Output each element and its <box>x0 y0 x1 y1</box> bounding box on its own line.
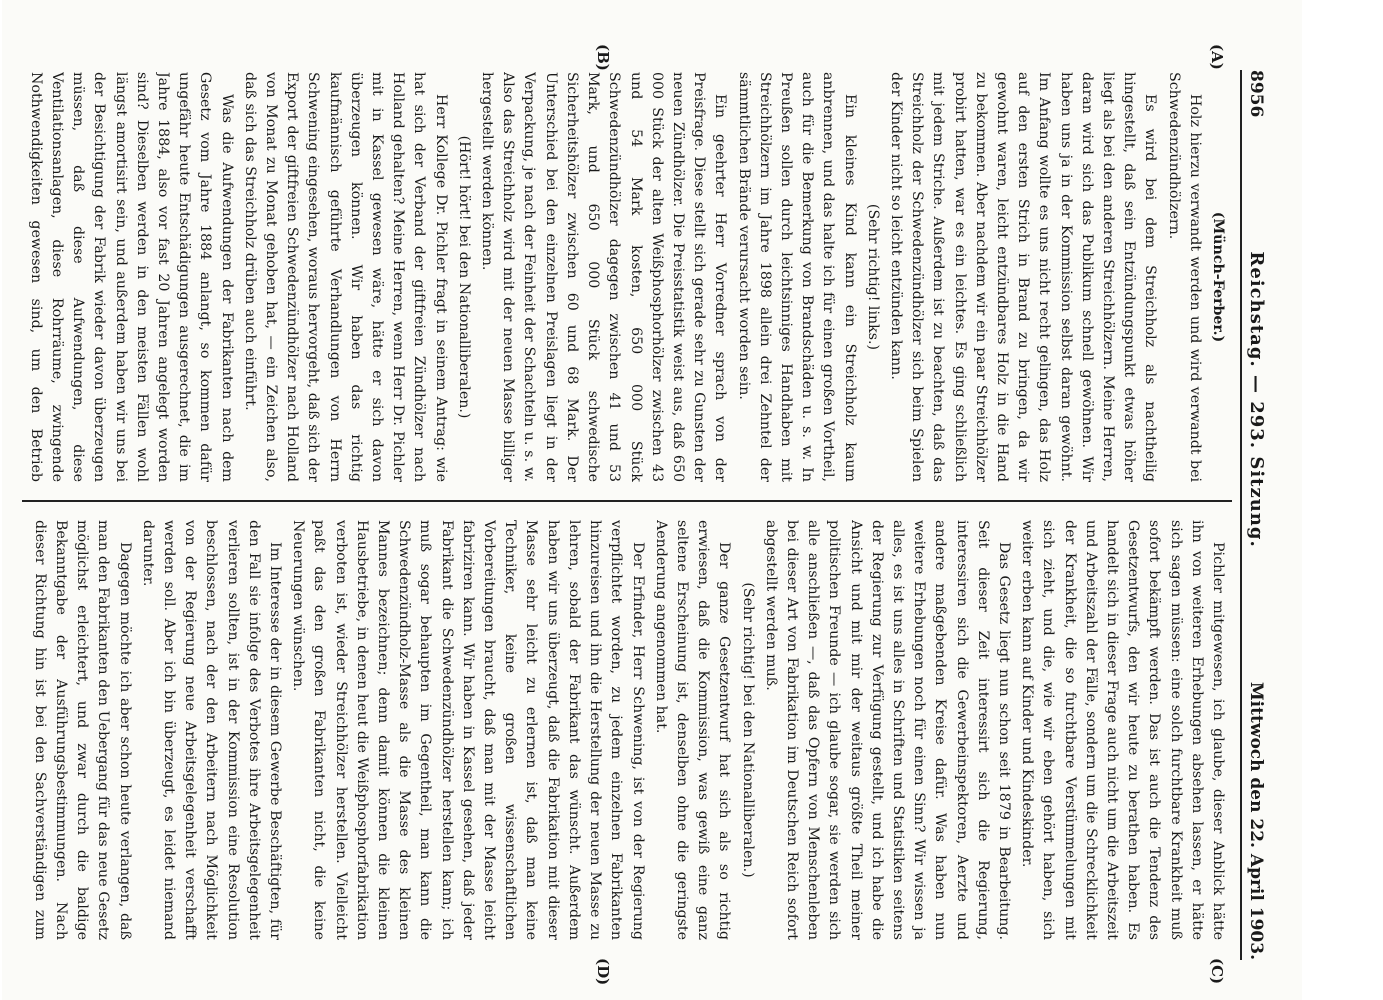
paragraph: Der Erfinder, Herr Schwening, ist von der Regierung verpflichtet worden, zu jedem einzelnen Fabrikanten hinzureisen und ihn die Herstellung der neuen Masse zu lehren, sobald der Fabrikant das wünscht. Außerdem haben wir uns überzeugt, daß die Fabrikation mit dieser Masse sehr leicht zu erlernen ist, daß man keine Techniker, keine großen wissenschaftlichen Vorbereitungen braucht, daß man mit der Masse leicht fabriziren kann. Wir haben in Kassel gesehen, daß jeder Fabrikant die Schwedenzündhölzer herstellen kann; ich muß sogar behaupten im Gegentheil, man kann die Schwedenzündholz-Masse als die Masse des kleinen Mannes bezeichnen; denn damit können die kleinen Hausbetriebe, in denen heut die Weißphosphorfabrikation verboten ist, wieder Streichhölzer herstellen. Vielleicht paßt das den großen Fabrikanten nicht, die keine Neuerungen wünschen. <box>290 520 646 940</box>
page-date: Mittwoch den 22. April 1903. <box>1246 681 1266 960</box>
paragraph: Im Interesse der in diesem Gewerbe Beschäftigten, für den Fall sie infolge des Verbotes ihre Arbeitsgelegenheit verlieren sollten, ist in der Kommission eine Resolution beschlossen, nach der den Arbeitern nach Möglichkeit von der Regierung neue Arbeitsgelegenheit verschafft werden soll. Aber ich bin überzeugt, es leidet niemand darunter. <box>139 520 284 940</box>
paragraph: Herr Kollege Dr. Pichler fragt in seinem Antrag: wie hat sich der Verband der giftfreien Zündhölzer nach Holland gehalten? Meine Herren, wenn Herr Dr. Pichler mit in Kassel gewesen wäre, hätte er sich davon überzeugen können. Wir haben das richtig kaufmännisch geführte Verhandlungen von Herrn Schwening eingesehen, woraus hervorgeht, daß sich der Export der giftfreien Schwedenzündhölzer nach Holland von Monat zu Monat gehoben hat, — ein Zeichen also, daß sich das Streichholz drüben auch einführt. <box>241 72 449 482</box>
page-number: 8956 <box>1246 70 1266 118</box>
paragraph: Pichler mitgewesen, ich glaube, dieser Anblick hätte ihn von weiteren Erhebungen absehen lassen, er hätte sich sagen müssen: eine solch furchtbare Krankheit muß sofort bekämpft werden. Das ist auch die Tendenz des Gesetzentwurfs, den wir heute zu berathen haben. Es handelt sich in dieser Frage auch nicht um die Arbeitszeit und Arbeitszahl der Fälle, sondern um die Schrecklichkeit der Krankheit, die so furchtbare Verstümmelungen mit sich zieht, und die, wie wir eben gehört haben, sich weiter erben kann auf Kinder und Kindeskinder. <box>1019 520 1226 940</box>
page-header <box>1240 70 1274 960</box>
right-text-column <box>28 520 1228 940</box>
interjection: (Sehr richtig! bei den Nationalliberalen.) <box>739 582 756 878</box>
paragraph: Dagegen möchte ich aber schon heute verlangen, daß man den Fabrikanten den Uebergang für das neue Gesetz möglichst erleichtert, und zwar durch die baldige Bekanntgabe der Ausführungsbestimmungen. Nach dieser Richtung hin ist bei den Sachverständigen zum <box>31 520 133 940</box>
speaker-name: (Münch-Ferber.) <box>1210 211 1226 343</box>
left-text-column <box>28 72 1228 482</box>
interjection: (Sehr richtig! links.) <box>864 203 881 351</box>
interjection: (Hört! hört! bei den Nationalliberalen.) <box>455 135 472 419</box>
margin-marker-b: (B) <box>594 44 612 71</box>
paragraph: Holz hierzu verwandt werden und wird verwandt bei Schwedenzündhölzern. <box>1165 72 1203 482</box>
page-title: Reichstag. — 293. Sitzung. <box>1246 251 1267 548</box>
margin-marker-c: (C) <box>1208 958 1226 985</box>
paragraph: Ein geehrter Herr Vorredner sprach von der Preisfrage. Diese stellt sich gerade sehr zu Gunsten der neuen Zündhölzer. Die Preisstatistik weist aus, daß 650 000 Stück der alten Weißphosphorhölzer zwischen 43 und 54 Mark kosten, 650 000 Stück Schwedenzündhölzer dagegen zwischen 41 und 53 Mark, und 650 000 Stück schwedische Sicherheitshölzer zwischen 60 und 68 Mark. Der Unterschied bei den einzelnen Preislagen liegt in der Verpackung, je nach der Feinheit der Schachteln u. s. w. Also das Streichholz wird mit der neuen Masse billiger hergestellt werden können. <box>479 72 729 482</box>
paragraph: Das Gesetz liegt nun schon seit 1879 in Bearbeitung. Seit dieser Zeit interessirt sich die Regierung, interessiren sich die Gewerbeinspektoren, Aerzte und andere maßgebenden Kreise dafür. Was haben nun weitere Erhebungen noch für einen Sinn? Wir wissen ja alles, es ist uns alles in Schriften und Statistiken seitens der Regierung zur Verfügung gestellt, und ich habe die Ansicht und mit mir der weitaus größte Theil meiner politischen Freunde — ich glaube sogar, sie werden sich alle anschließen —, daß das Opfern von Menschenleben bei dieser Art von Fabrikation im Deutschen Reich sofort abgestellt werden muß. <box>762 520 1012 940</box>
column-divider <box>22 500 1232 502</box>
margin-marker-a: (A) <box>1208 44 1226 70</box>
scanned-page <box>2 0 1302 1000</box>
paragraph: Es wird bei dem Streichholz als nachtheilig hingestellt, daß sein Entzündungspunkt etwas höher liegt als bei den anderen Streichhölzern. Meine Herren, daran wird sich das Publikum schnell gewöhnen. Wir haben uns ja in der Kommission selbst daran gewöhnt. Im Anfang wollte es uns nicht recht gelingen, das Holz auf den ersten Strich in Brand zu bringen, da wir gewohnt waren, leicht entzündbares Holz in die Hand zu bekommen. Aber nachdem wir ein paar Streichhölzer probirt hatten, war es ein leichtes. Es ging schließlich mit jedem Striche. Außerdem ist zu beachten, daß das Streichholz der Schwedenzündhölzer sich beim Spielen der Kinder nicht so leicht entzünden kann. <box>887 72 1159 482</box>
paragraph: Der ganze Gesetzentwurf hat sich als so richtig erwiesen, daß die Kommission, was gewiß eine ganz seltene Erscheinung ist, denselben ohne die geringste Aenderung angenommen hat. <box>652 520 733 940</box>
margin-marker-d: (D) <box>594 958 612 986</box>
paragraph: Was die Aufwendungen der Fabrikanten nach dem Gesetz vom Jahre 1884 anlangt, so kommen dafür ungefähr heute Entschädigungen ausgerechnet, die im Jahre 1884, also vor fast 20 Jahren angelegt worden sind? Dieselben werden in den meisten Fällen wohl längst amortisirt sein, und außerdem haben wir uns bei der Besichtigung der Fabrik wieder davon überzeugen müssen, daß diese Aufwendungen, diese Ventilationsanlagen, diese Rohrräume, zwingende Nothwendigkeiten gewesen sind, um den Betrieb <box>28 72 235 482</box>
paragraph: Ein kleines Kind kann ein Streichholz kaum anbrennen, und das halte ich für einen großen Vortheil, auch für die Bemerkung von Brandschäden u. s. w. In Preußen sollen durch leichtsinniges Handhaben mit Streichhölzern im Jahre 1898 allein drei Zehntel der sämmtlichen Brände verursacht worden sein. <box>735 72 858 482</box>
